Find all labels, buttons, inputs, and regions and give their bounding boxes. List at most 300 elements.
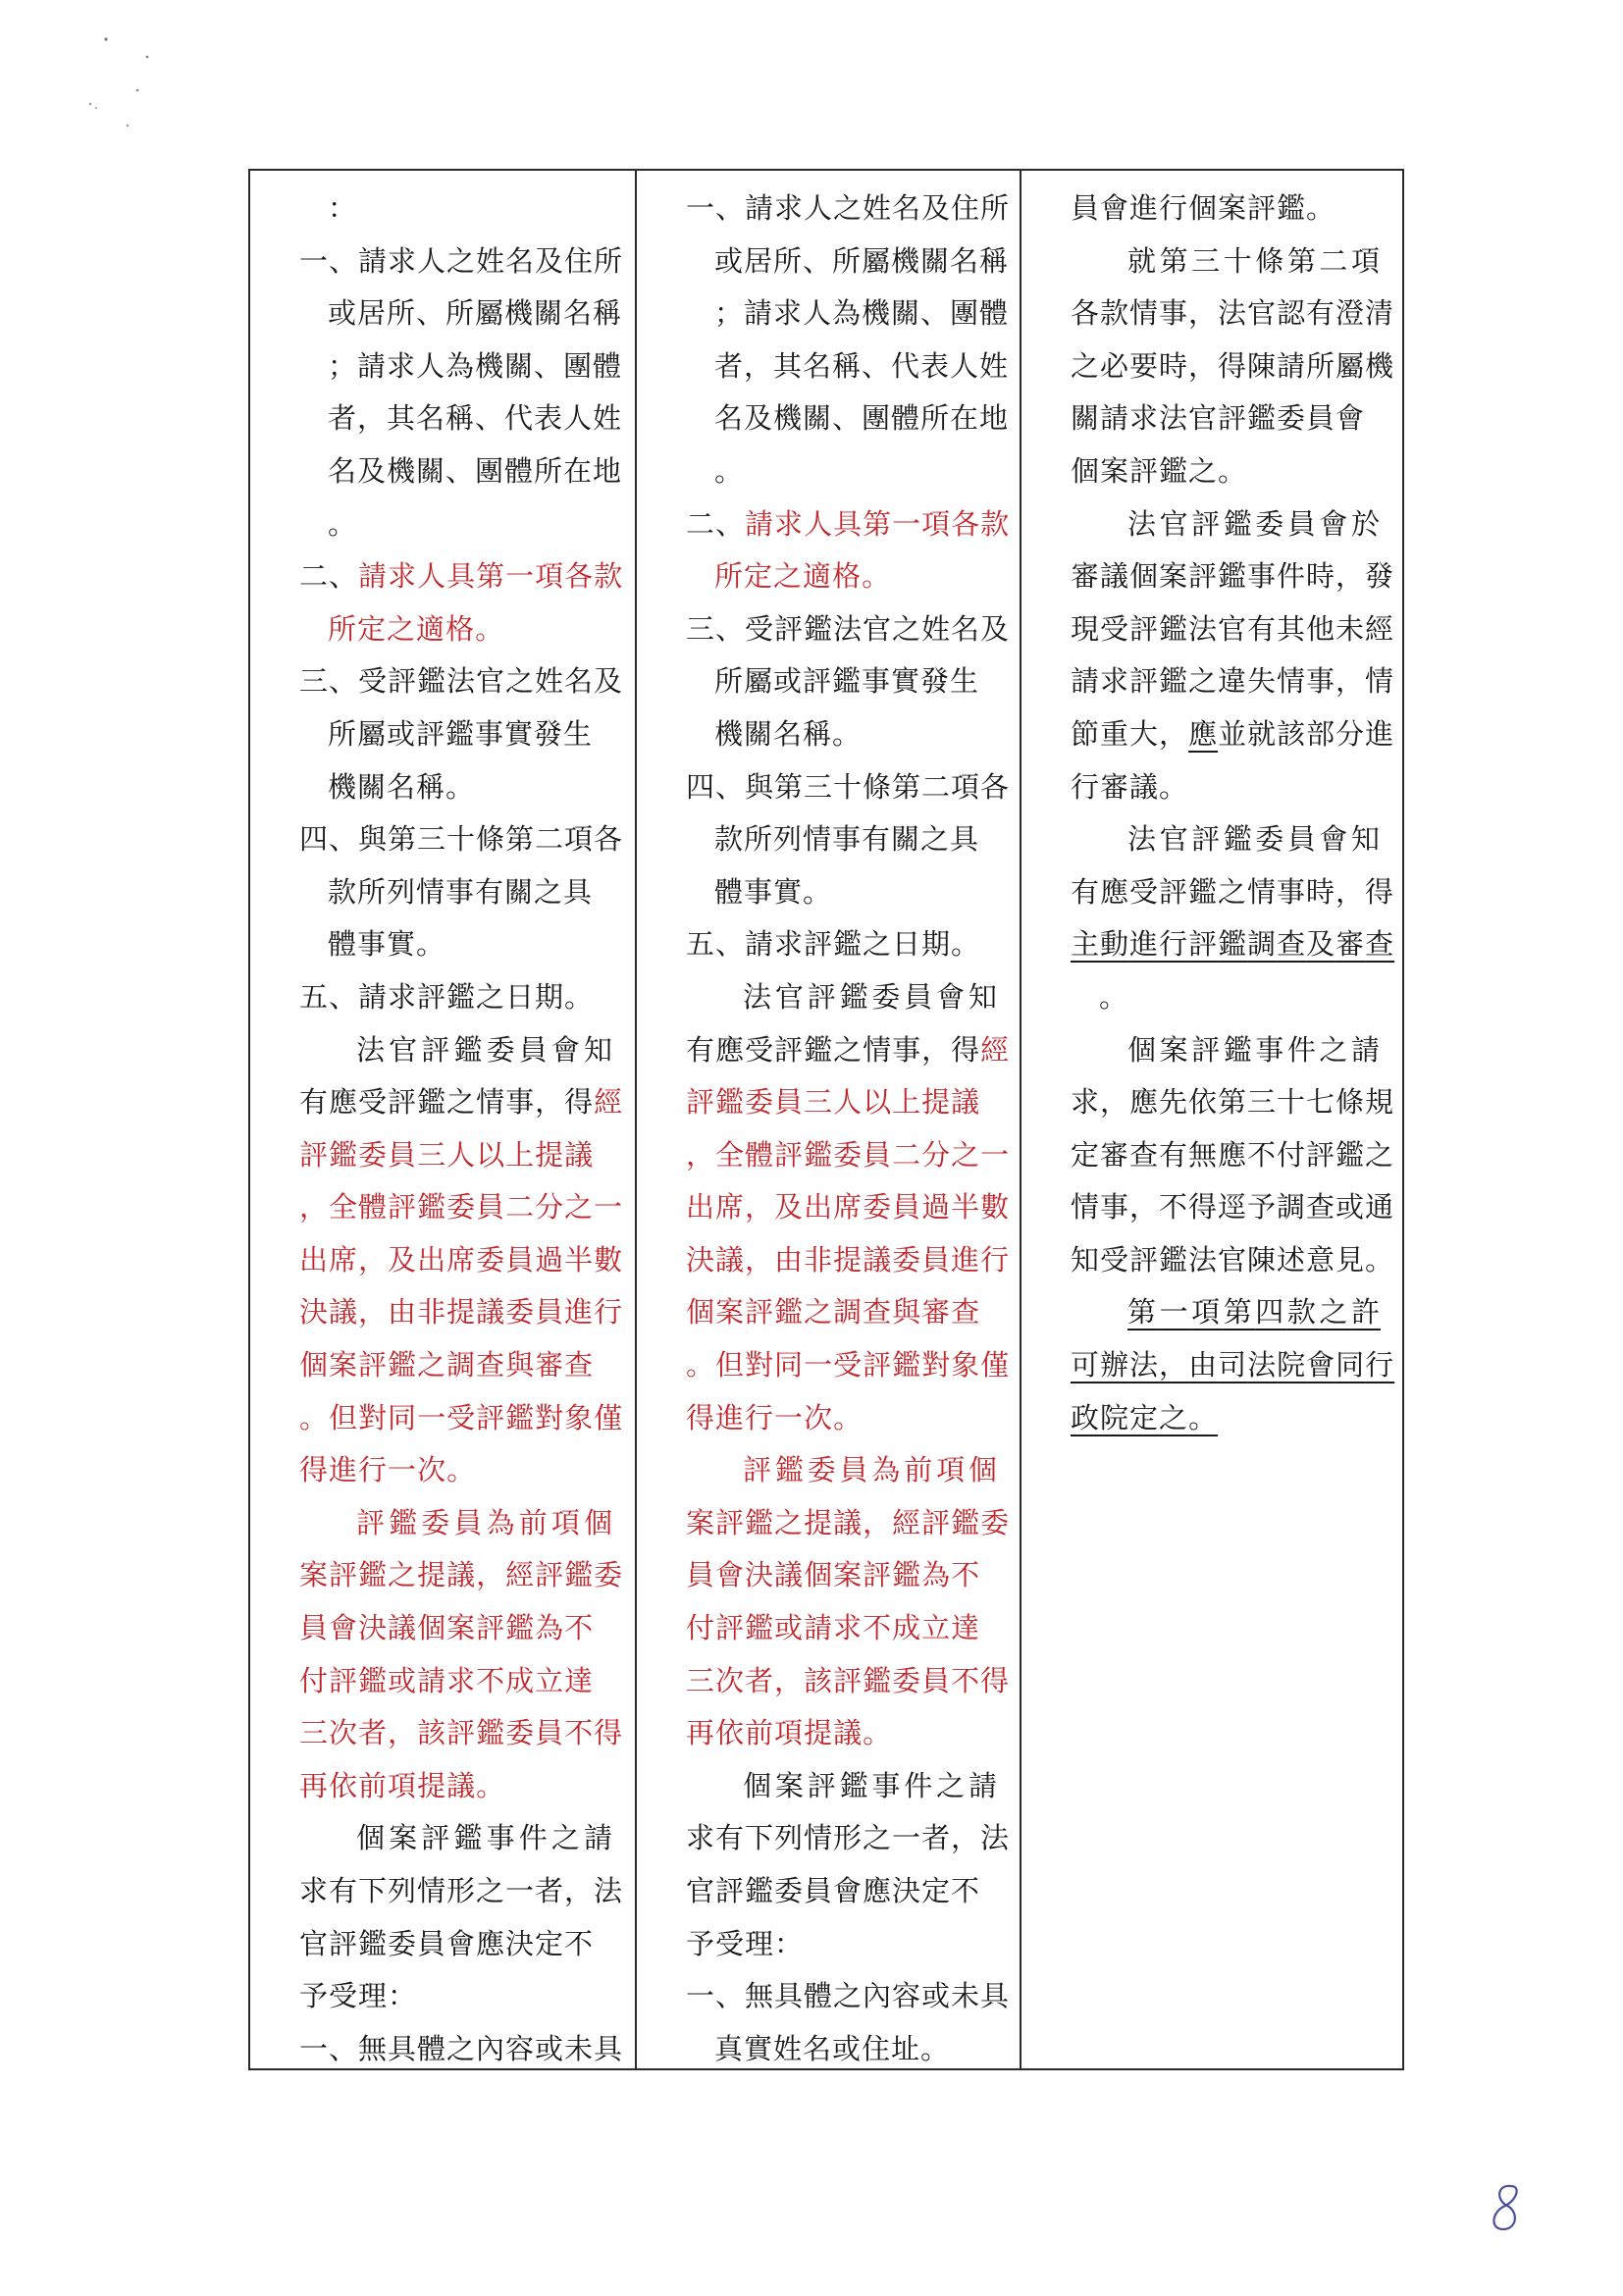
text-glyph: 過 [535, 1242, 565, 1277]
text-glyph: 人 [804, 506, 834, 541]
text-glyph: 達 [564, 1663, 595, 1697]
text-glyph: 再 [686, 1716, 716, 1750]
text-glyph: 案 [686, 1505, 716, 1539]
text-glyph: 進 [1129, 927, 1160, 962]
text-glyph: 個 [299, 1348, 330, 1383]
text-glyph: 鑑 [476, 1716, 506, 1750]
text-line: 個案評鑑事件之請 [356, 1821, 613, 1855]
text-line: ： [328, 191, 358, 225]
text-line: 名及機關、團體所在地 [714, 401, 1010, 436]
text-glyph: 具 [446, 559, 477, 594]
text-glyph: 為 [921, 1558, 952, 1592]
text-glyph: 款 [980, 506, 1011, 541]
text-glyph: 所 [714, 559, 745, 594]
text-line: 求有下列情形之一者，法 [299, 1874, 624, 1907]
text-glyph: 提 [804, 1716, 834, 1750]
text-glyph: 院 [1277, 1348, 1307, 1383]
text-line: 員會進行個案評鑑。 [1071, 191, 1336, 225]
text-glyph: 鑑 [358, 1663, 389, 1697]
text-line [686, 1392, 998, 1445]
text-glyph: 定 [1129, 1400, 1160, 1435]
text-glyph: 法 [1247, 1348, 1278, 1383]
text-glyph: 為 [535, 1611, 565, 1645]
text-glyph: 辦 [1100, 1348, 1130, 1383]
text-line: 個案評鑑事件之請 [743, 1768, 998, 1802]
text-glyph: 許 [1350, 1295, 1381, 1330]
text-line [299, 1286, 624, 1339]
text-glyph: 請 [745, 506, 775, 541]
text-glyph: 請 [417, 1663, 447, 1697]
text-glyph: 定 [357, 611, 388, 646]
text-glyph: 議 [329, 1295, 359, 1330]
text-glyph: 議 [446, 1558, 477, 1592]
text-glyph: 格 [445, 611, 476, 646]
text-glyph: 僅 [980, 1348, 1011, 1383]
text-glyph: 項 [774, 1716, 805, 1750]
text-glyph: 司 [1218, 1348, 1248, 1383]
text-line [299, 1655, 613, 1708]
text-glyph: 評 [356, 1505, 390, 1539]
text-line: 者，其名稱、代表人姓 [714, 348, 1010, 383]
text-glyph: 第 [863, 506, 893, 541]
text-glyph: 三 [686, 1663, 716, 1697]
text-line: 一、請求人之姓名及住所 [299, 243, 624, 278]
text-glyph: 人 [417, 559, 447, 594]
text-glyph: 、 [329, 559, 359, 594]
text-glyph: 院 [1100, 1400, 1130, 1435]
text-glyph: 同 [774, 1348, 805, 1383]
text-glyph: 第 [1127, 1295, 1160, 1330]
text-line: 五、請求評鑑之日期。 [299, 979, 595, 1014]
text-glyph: 一 [1159, 1295, 1192, 1330]
text-glyph: 評 [715, 1505, 746, 1539]
text-glyph: 評 [388, 1190, 418, 1225]
text-line: 官評鑑委員會應決定不 [299, 1926, 595, 1960]
text-glyph: 案 [715, 1295, 746, 1330]
text-line: 真實姓名或住址。 [714, 2031, 951, 2065]
text-glyph: 鑑 [951, 1505, 981, 1539]
text-glyph: 會 [1306, 1348, 1336, 1383]
text-glyph: 得 [980, 1663, 1011, 1697]
text-glyph: 上 [505, 1137, 536, 1172]
text-glyph: 依 [329, 1768, 359, 1802]
text-glyph: 員 [774, 1085, 805, 1120]
text-glyph: 次 [329, 1716, 359, 1750]
text-glyph: 分 [921, 1137, 952, 1172]
text-line: 或居所、所屬機關名稱 [328, 296, 623, 331]
text-glyph: ， [774, 1663, 805, 1697]
text-glyph: 員 [863, 1137, 893, 1172]
text-glyph: 出 [299, 1242, 330, 1277]
text-glyph: 前 [904, 1453, 937, 1487]
text-glyph: 立 [921, 1611, 952, 1645]
text-glyph: 鑑 [892, 1558, 922, 1592]
text-glyph: 鑑 [329, 1137, 359, 1172]
text-glyph: 查 [564, 1348, 595, 1383]
text-glyph: 經 [892, 1505, 922, 1539]
text-glyph: 員 [453, 1505, 487, 1539]
text-glyph: 政 [1071, 1400, 1101, 1435]
text-glyph: 評 [745, 1295, 775, 1330]
text-glyph: ， [745, 1190, 775, 1225]
text-glyph: 員 [686, 1558, 716, 1592]
text-line: 個案評鑑之。 [1071, 453, 1248, 488]
text-glyph: 四 [1255, 1295, 1287, 1330]
text-glyph: 案 [299, 1558, 330, 1592]
text-glyph: 受 [358, 1085, 389, 1120]
text-glyph: 第 [476, 559, 506, 594]
text-glyph: 鑑 [1218, 927, 1248, 962]
text-glyph: 求 [774, 506, 805, 541]
text-glyph: 評 [715, 1611, 746, 1645]
text-glyph: 象 [564, 1400, 595, 1435]
text-glyph: 出 [804, 1190, 834, 1225]
text-glyph: 不 [951, 1663, 981, 1697]
text-glyph: 。 [863, 1716, 893, 1750]
text-glyph: 數 [594, 1242, 624, 1277]
text-glyph: 經 [594, 1085, 624, 1120]
text-line: 關請求法官評鑑委員會 [1071, 401, 1366, 436]
text-line: 予受理： [299, 1979, 418, 2013]
text-glyph: 委 [421, 1505, 454, 1539]
text-glyph: 調 [1247, 927, 1278, 962]
text-line [686, 550, 998, 603]
text-glyph: 事 [505, 1085, 536, 1120]
text-glyph: 二 [892, 1137, 922, 1172]
text-glyph: 求 [833, 1611, 864, 1645]
text-glyph: 員 [892, 1190, 922, 1225]
text-line: 四、與第三十條第二項各 [299, 822, 624, 857]
text-glyph: 二 [686, 506, 716, 541]
text-glyph: 鑑 [388, 1348, 418, 1383]
text-line [299, 1760, 613, 1813]
text-line [299, 603, 613, 656]
text-glyph: 評 [921, 1505, 952, 1539]
text-line: 行審議。 [1071, 769, 1189, 804]
text-glyph: 應 [715, 1032, 746, 1067]
comparison-table [248, 169, 1404, 2070]
text-glyph: ， [358, 1242, 389, 1277]
text-glyph: 及 [774, 1190, 805, 1225]
text-glyph: 決 [686, 1242, 716, 1277]
text-glyph: 格 [832, 559, 863, 594]
text-glyph: 第 [1223, 1295, 1256, 1330]
text-glyph: 決 [299, 1295, 330, 1330]
text-line: 名及機關、團體所在地 [328, 453, 623, 488]
text-glyph: 次 [417, 1453, 447, 1487]
text-glyph: 議 [564, 1137, 595, 1172]
text-glyph: 行 [594, 1295, 624, 1330]
text-glyph: 半 [564, 1242, 595, 1277]
text-line [686, 1129, 1011, 1182]
text-line [686, 1497, 1011, 1550]
text-line: 官評鑑委員會應決定不 [686, 1874, 981, 1907]
text-glyph: 該 [417, 1716, 447, 1750]
text-glyph: 者 [745, 1663, 775, 1697]
text-glyph: 個 [804, 1558, 834, 1592]
text-line [1071, 918, 1395, 971]
text-glyph: 評 [388, 1085, 418, 1120]
text-glyph: 之 [951, 1137, 981, 1172]
text-glyph: 項 [936, 1453, 969, 1487]
text-glyph: 個 [968, 1453, 998, 1487]
text-line: 現受評鑑法官有其他未經 [1071, 611, 1395, 646]
text-glyph: 同 [388, 1400, 418, 1435]
text-glyph: 員 [299, 1611, 330, 1645]
text-glyph: 委 [892, 1663, 922, 1697]
text-glyph: 行 [745, 1400, 775, 1435]
text-glyph: 委 [745, 1085, 775, 1120]
text-glyph: 議 [774, 1558, 805, 1592]
text-glyph: 議 [951, 1085, 981, 1120]
text-glyph: 鑑 [863, 1663, 893, 1697]
text-glyph: 主 [1071, 927, 1101, 962]
text-glyph: 得 [564, 1085, 595, 1120]
text-glyph: 委 [594, 1558, 624, 1592]
text-glyph: 部 [1306, 716, 1336, 751]
text-line [686, 1549, 998, 1602]
text-line: 體事實。 [714, 874, 833, 909]
text-glyph: 求 [388, 559, 418, 594]
text-glyph: 員 [921, 1663, 952, 1697]
text-glyph: 大 [1129, 716, 1160, 751]
text-glyph: ， [388, 1716, 418, 1750]
text-line: 予受理： [686, 1926, 805, 1960]
text-glyph: 全 [715, 1137, 746, 1172]
text-glyph: 調 [446, 1348, 477, 1383]
text-line [299, 1707, 624, 1760]
text-glyph: 鑑 [892, 1348, 922, 1383]
text-glyph: 席 [833, 1190, 864, 1225]
text-line: 求，應先依第三十七條規 [1071, 1085, 1395, 1120]
text-glyph: 提 [804, 1505, 834, 1539]
text-glyph: 但 [329, 1400, 359, 1435]
text-glyph: 鑑 [417, 1190, 447, 1225]
text-glyph: 提 [535, 1137, 565, 1172]
text-glyph: 評 [329, 1663, 359, 1697]
text-glyph: ， [358, 1295, 389, 1330]
text-glyph: 體 [358, 1190, 389, 1225]
text-glyph: 鑑 [564, 1558, 595, 1592]
text-glyph: 員 [535, 1716, 565, 1750]
text-glyph: 或 [774, 1611, 805, 1645]
text-glyph: 依 [715, 1716, 746, 1750]
text-glyph: 前 [518, 1505, 551, 1539]
text-line [1071, 1392, 1381, 1445]
text-glyph: 調 [833, 1295, 864, 1330]
text-glyph: 評 [358, 1348, 389, 1383]
text-glyph: 決 [745, 1558, 775, 1592]
text-glyph: 得 [686, 1400, 716, 1435]
text-line: 一、請求人之姓名及住所 [686, 191, 1011, 225]
text-line: 機關名稱。 [714, 716, 863, 751]
text-glyph: 對 [358, 1400, 389, 1435]
text-line [299, 1392, 624, 1445]
text-glyph: 有 [299, 1085, 330, 1120]
text-glyph: 鑑 [774, 1295, 805, 1330]
text-glyph: 席 [446, 1242, 477, 1277]
text-glyph: 三 [417, 1137, 447, 1172]
text-line [299, 1549, 624, 1602]
text-glyph: ， [745, 1242, 775, 1277]
text-glyph: 該 [1277, 716, 1307, 751]
text-glyph: ， [476, 1558, 506, 1592]
text-glyph: 一 [774, 1400, 805, 1435]
text-glyph: 評 [446, 1716, 477, 1750]
text-line: 者，其名稱、代表人姓 [328, 401, 623, 436]
text-glyph: 立 [535, 1663, 565, 1697]
text-glyph: 進 [715, 1400, 746, 1435]
text-glyph: 之 [774, 1505, 805, 1539]
text-glyph: 出 [417, 1242, 447, 1277]
text-glyph: 數 [980, 1190, 1011, 1225]
text-glyph: 席 [329, 1242, 359, 1277]
text-line [686, 1234, 1011, 1287]
text-glyph: 次 [715, 1663, 746, 1697]
text-line: 三、受評鑑法官之姓名及 [299, 664, 624, 699]
text-line: 有應受評鑑之情事時，得 [1071, 874, 1395, 909]
text-line: 個案評鑑事件之請 [1127, 1032, 1381, 1067]
text-glyph: 事 [892, 1032, 922, 1067]
text-glyph: ， [1159, 1348, 1189, 1383]
text-glyph: 適 [416, 611, 446, 646]
text-glyph: 請 [804, 1611, 834, 1645]
text-line: 一、無具體之內容或未具 [686, 1979, 1011, 2013]
text-glyph: 項 [550, 1505, 584, 1539]
text-glyph: 議 [388, 1611, 418, 1645]
text-glyph: 同 [1335, 1348, 1366, 1383]
text-glyph: 一 [388, 1453, 418, 1487]
text-glyph: 案 [446, 1611, 477, 1645]
text-glyph: 款 [1286, 1295, 1320, 1330]
text-glyph: 評 [299, 1137, 330, 1172]
text-glyph: 鑑 [715, 1085, 746, 1120]
text-line: 各款情事，法官認有澄清 [1071, 296, 1395, 331]
text-line: 情事，不得逕予調查或通 [1071, 1190, 1395, 1225]
text-line [686, 1655, 1011, 1708]
scan-specks [39, 20, 177, 128]
text-glyph: 二 [505, 1190, 536, 1225]
text-line [1071, 1339, 1395, 1392]
text-glyph: 款 [594, 559, 624, 594]
text-glyph: 者 [358, 1716, 389, 1750]
text-glyph: ， [299, 1190, 330, 1225]
text-line: 請求評鑑之違失情事，情 [1071, 664, 1395, 699]
handwritten-page-number [1482, 2178, 1531, 2237]
text-glyph: ， [686, 1137, 716, 1172]
text-glyph: 二 [299, 559, 330, 594]
text-glyph: 適 [803, 559, 833, 594]
text-line [686, 1181, 1011, 1234]
text-glyph: 個 [686, 1295, 716, 1330]
text-glyph: 僅 [594, 1400, 624, 1435]
text-glyph: 評 [1188, 927, 1219, 962]
text-glyph: 議 [715, 1242, 746, 1277]
text-glyph: 受 [446, 1400, 477, 1435]
text-line: 。 [714, 453, 745, 488]
text-line [1071, 1286, 1381, 1339]
text-glyph: 評 [863, 1348, 893, 1383]
text-glyph: 經 [980, 1032, 1011, 1067]
text-glyph: 。 [833, 1400, 864, 1435]
text-glyph: 或 [388, 1663, 418, 1697]
text-glyph: 項 [388, 1768, 418, 1802]
text-glyph: 重 [1100, 716, 1130, 751]
text-glyph: 求 [446, 1663, 477, 1697]
text-glyph: 為 [486, 1505, 519, 1539]
text-glyph: 鑑 [745, 1611, 775, 1645]
text-glyph: 與 [892, 1295, 922, 1330]
text-glyph: 議 [833, 1505, 864, 1539]
text-glyph: 委 [446, 1190, 477, 1225]
text-line: 法官評鑑委員會知 [1127, 822, 1381, 857]
text-glyph: 。 [475, 611, 505, 646]
text-glyph: 之 [417, 1348, 447, 1383]
text-glyph: 非 [417, 1295, 447, 1330]
text-line: 機關名稱。 [328, 769, 476, 804]
text-line: 四、與第三十條第二項各 [686, 769, 1011, 804]
text-glyph: 非 [804, 1242, 834, 1277]
text-line [299, 1602, 613, 1655]
text-glyph: 鑑 [774, 1453, 808, 1487]
text-glyph: 不 [863, 1611, 893, 1645]
text-glyph: 評 [686, 1085, 716, 1120]
text-glyph: 分 [535, 1190, 565, 1225]
text-line [299, 1129, 613, 1182]
text-line: 審議個案評鑑事件時，發 [1071, 559, 1395, 594]
text-glyph: 一 [980, 1137, 1011, 1172]
text-glyph: 為 [871, 1453, 905, 1487]
text-glyph: ， [1159, 716, 1189, 751]
text-glyph: 評 [743, 1453, 775, 1487]
text-glyph: 法 [1129, 1348, 1160, 1383]
text-line [299, 1234, 624, 1287]
text-glyph: 。 [1188, 1400, 1219, 1435]
text-glyph: 所 [328, 611, 358, 646]
text-glyph: 及 [388, 1242, 418, 1277]
text-glyph: 一 [804, 1348, 834, 1383]
text-glyph: 評 [329, 1558, 359, 1592]
text-glyph: 鑑 [417, 1085, 447, 1120]
text-glyph: 查 [1277, 927, 1307, 962]
text-glyph: 各 [564, 559, 595, 594]
text-glyph: 之 [446, 1085, 477, 1120]
text-glyph: 次 [804, 1400, 834, 1435]
column-1 [250, 171, 635, 2068]
text-glyph: 三 [299, 1716, 330, 1750]
text-glyph: ， [863, 1505, 893, 1539]
text-glyph: 評 [476, 1611, 506, 1645]
text-glyph: 查 [863, 1295, 893, 1330]
text-glyph: 對 [921, 1348, 952, 1383]
text-glyph: 前 [358, 1768, 389, 1802]
text-glyph: 鑑 [804, 1137, 834, 1172]
text-glyph: 一 [505, 559, 536, 594]
text-glyph: 議 [446, 1768, 477, 1802]
text-glyph: 應 [1188, 716, 1219, 751]
text-glyph: 項 [535, 559, 565, 594]
text-glyph: 提 [921, 1085, 952, 1120]
text-glyph: 議 [476, 1295, 506, 1330]
text-glyph: 得 [951, 1032, 981, 1067]
text-glyph: 委 [358, 1137, 389, 1172]
text-glyph: 一 [892, 506, 922, 541]
text-glyph: 議 [833, 1716, 864, 1750]
text-glyph: 一 [417, 1400, 447, 1435]
text-glyph: 過 [921, 1190, 952, 1225]
text-glyph: 不 [564, 1611, 595, 1645]
text-glyph: 情 [476, 1085, 506, 1120]
